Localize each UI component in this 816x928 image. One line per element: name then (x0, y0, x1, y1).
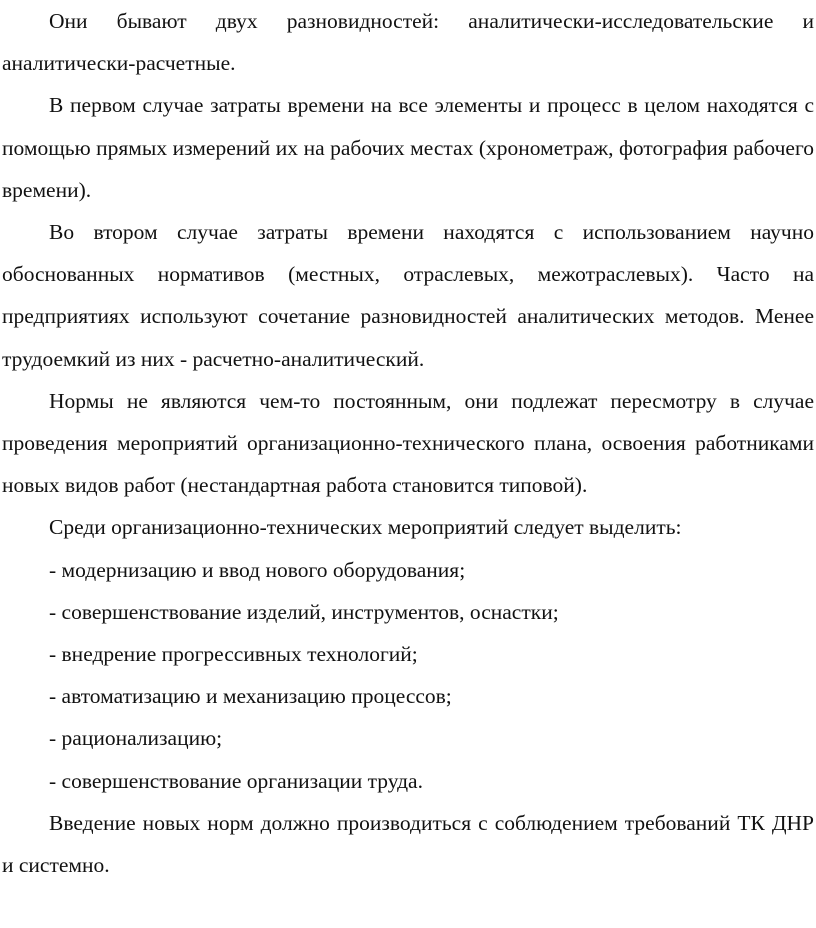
paragraph-second-case: Во втором случае затраты времени находятся с использованием научно обоснованных нормативов (местных, отраслевых, межотраслевых). Часто на предприятиях используют сочетание разновидностей аналитических методов. Менее трудоемкий из них - расчетно-аналитический. (2, 220, 814, 371)
list-item: - рационализацию; (49, 726, 223, 751)
document-page (2, 0, 814, 886)
list-intro: Среди организационно-технических мероприятий следует выделить: (49, 515, 682, 540)
list-item: - модернизацию и ввод нового оборудования; (49, 557, 466, 582)
paragraph-closing: Введение новых норм должно производиться с соблюдением требований ТК ДНР и системно. (2, 810, 814, 878)
list-item: - совершенствование организации труда. (49, 768, 423, 793)
list-item: - внедрение прогрессивных технологий; (49, 642, 418, 667)
paragraph-norms-revision: Нормы не являются чем-то постоянным, они подлежат пересмотру в случае проведения мероприятий организационно-технического плана, освоения работниками новых видов работ (нестандартная работа становится типовой). (2, 388, 814, 498)
paragraph-first-case: В первом случае затраты времени на все элементы и процесс в целом находятся с помощью прямых измерений их на рабочих местах (хронометраж, фотография рабочего времени). (2, 93, 814, 202)
list-item: - совершенствование изделий, инструментов, оснастки; (49, 599, 559, 624)
list-item: - автоматизацию и механизацию процессов; (49, 684, 452, 709)
paragraph-analytic-types: Они бывают двух разновидностей: аналитически-исследовательские и аналитически-расчетные. (2, 9, 814, 76)
